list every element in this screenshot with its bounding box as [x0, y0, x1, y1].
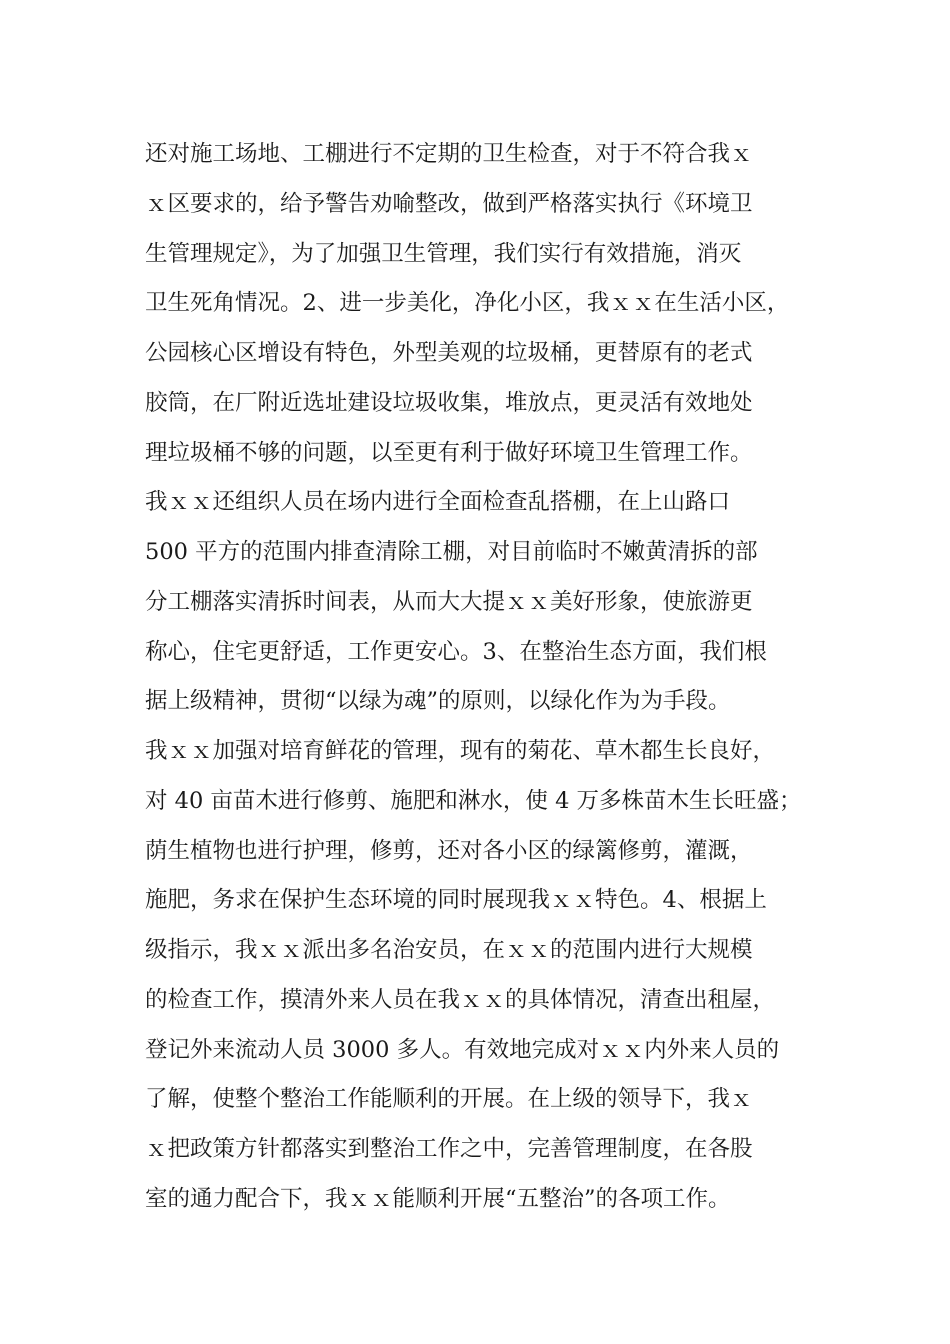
text-line: 对 40 亩苗木进行修剪、施肥和淋水，使 4 万多株苗木生长旺盛；: [145, 787, 802, 814]
text-line: 公园核心区增设有特色，外型美观的垃圾桶，更替原有的老式: [145, 340, 753, 366]
text-line: 还对施工场地、工棚进行不定期的卫生检查，对于不符合我ｘ: [145, 141, 753, 167]
text-line: 理垃圾桶不够的问题，以至更有利于做好环境卫生管理工作。: [145, 439, 753, 466]
text-line: 分工棚落实清拆时间表，从而大大提ｘｘ美好形象，使旅游更: [145, 588, 753, 615]
text-line: 荫生植物也进行护理，修剪，还对各小区的绿篱修剪，灌溉，: [145, 837, 753, 864]
text-line: 我ｘｘ还组织人员在场内进行全面检查乱搭棚，在上山路口: [145, 489, 731, 516]
text-line: 生管理规定》，为了加强卫生管理，我们实行有效措施，消灭: [145, 240, 742, 267]
body-paragraph: [145, 130, 835, 1225]
text-line: 据上级精神，贯彻“以绿为魂”的原则，以绿化作为为手段。: [145, 688, 731, 715]
text-line: ｘ把政策方针都落实到整治工作之中，完善管理制度，在各股: [145, 1136, 753, 1162]
text-line: 称心，住宅更舒适，工作更安心。3、在整治生态方面，我们根: [145, 638, 767, 665]
text-line: 500 平方的范围内排查清除工棚，对目前临时不嫩黄清拆的部: [145, 539, 758, 565]
text-line: 了解，使整个整治工作能顺利的开展。在上级的领导下，我ｘ: [145, 1086, 753, 1113]
text-line: 的检查工作，摸清外来人员在我ｘｘ的具体情况，清查出租屋，: [145, 986, 776, 1013]
text-line: 胶筒，在厂附近选址建设垃圾收集，堆放点，更灵活有效地处: [145, 389, 753, 416]
text-line: 施肥，务求在保护生态环境的同时展现我ｘｘ特色。4、根据上: [145, 887, 767, 914]
text-line: 级指示，我ｘｘ派出多名治安员，在ｘｘ的范围内进行大规模: [145, 937, 753, 963]
text-line: 我ｘｘ加强对培育鲜花的管理，现有的菊花、草木都生长良好，: [145, 738, 776, 764]
text-line: ｘ区要求的，给予警告劝喻整改，做到严格落实执行《环境卫: [145, 190, 753, 217]
text-line: 卫生死角情况。2、进一步美化，净化小区，我ｘｘ在生活小区，: [145, 290, 790, 317]
text-line: 登记外来流动人员 3000 多人。有效地完成对ｘｘ内外来人员的: [145, 1036, 780, 1063]
text-line: 室的通力配合下，我ｘｘ能顺利开展“五整治”的各项工作。: [145, 1185, 731, 1212]
